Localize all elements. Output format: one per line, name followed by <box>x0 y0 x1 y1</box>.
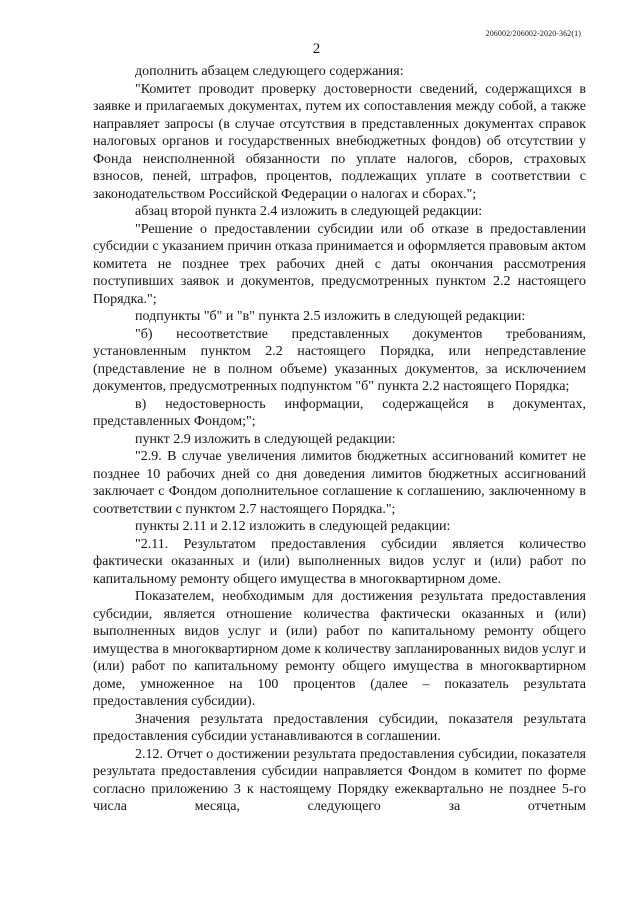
paragraph: "2.9. В случае увеличения лимитов бюджетных ассигнований комитет не позднее 10 рабочих дней со дня доведения лимитов бюджетных ассигнований заключает с Фондом дополнительное соглашение к соглашению, заключенному в соответствии с пунктом 2.7 настоящего Порядка."; <box>93 449 586 517</box>
page-number: 2 <box>312 41 321 57</box>
paragraph: пункт 2.9 изложить в следующей редакции: <box>135 431 396 447</box>
paragraph: Значения результата предоставления субсидии, показателя результата предоставления субсидии устанавливаются в соглашении. <box>93 711 586 744</box>
document-body <box>93 63 586 816</box>
paragraph: дополнить абзацем следующего содержания: <box>135 64 404 79</box>
paragraph: Показателем, необходимым для достижения результата предоставления субсидии, является отношение количества фактически оказанных и (или) выполненных видов услуг и (или) работ по капитальному ремонту общего имущества в многоквартирном доме к количеству запланированных видов услуг и (или) работ по капитальному ремонту общего имущества в многоквартирном доме, умноженное на 100 процентов (далее – показатель результата предоставления субсидии). <box>93 589 586 709</box>
paragraph: "Решение о предоставлении субсидии или об отказе в предоставлении субсидии с указанием причин отказа принимается и оформляется правовым актом комитета не позднее трех рабочих дней с даты окончания рассмотрения поступивших заявок и документов, предусмотренных пунктом 2.2 настоящего Порядка."; <box>93 221 586 307</box>
paragraph: в) недостоверность информации, содержащейся в документах, представленных Фондом;"; <box>93 396 586 429</box>
paragraph: подпункты "б" и "в" пункта 2.5 изложить в следующей редакции: <box>135 309 526 324</box>
document-id: 206002/206002-2020-362(1) <box>485 29 581 38</box>
paragraph: абзац второй пункта 2.4 изложить в следующей редакции: <box>135 204 483 219</box>
paragraph: "Комитет проводит проверку достоверности сведений, содержащихся в заявке и прилагаемых документах, путем их сопоставления между собой, а также направляет запросы (в случае отсутствия в представленных документах справок налоговых органов и государственных внебюджетных фондов) об отсутствии у Фонда неисполненной обязанности по уплате налогов, сборов, страховых взносов, пеней, штрафов, процентов, подлежащих уплате в соответствии с законодательством Российской Федерации о налогах и сборах."; <box>93 81 586 202</box>
paragraph: пункты 2.11 и 2.12 изложить в следующей редакции: <box>135 519 451 534</box>
paragraph: "2.11. Результатом предоставления субсидии является количество фактически оказанных и (или) выполненных видов услуг и (или) работ по капитальному ремонту общего имущества в многоквартирном доме. <box>93 536 586 587</box>
paragraph: 2.12. Отчет о достижении результата предоставления субсидии, показателя результата предоставления субсидии направляется Фондом в комитет по форме согласно приложению 3 к настоящему Порядку ежеквартально не позднее 5-го числа месяца, следующего за отчетным <box>93 746 586 814</box>
paragraph: "б) несоответствие представленных документов требованиям, установленным пунктом 2.2 настоящего Порядка, или непредставление (представление не в полном объеме) указанных документов, за исключением документов, предусмотренных подпунктом "б" пункта 2.2 настоящего Порядка; <box>93 326 586 394</box>
